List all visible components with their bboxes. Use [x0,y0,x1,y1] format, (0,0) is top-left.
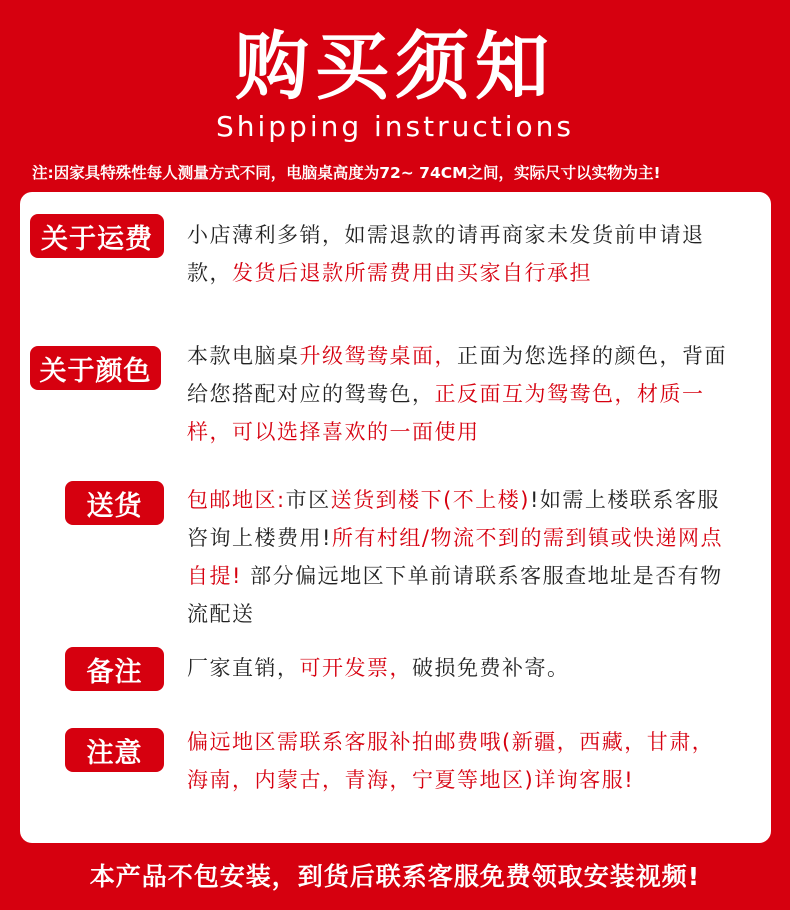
page-title: 购买须知 [235,24,555,110]
body-text: 市区 [285,488,331,512]
body-text: 小店薄利多销，如需退款的请再商家未发货前申请退款， [187,223,705,285]
body-text: 本款电脑桌 [187,344,300,368]
section-label-remark: 备注 [65,647,164,691]
highlighted-text: 升级鸳鸯桌面， [299,344,457,368]
section-label-color: 关于颜色 [30,346,161,390]
body-text: 破损免费补寄。 [412,656,570,680]
section-label-delivery: 送货 [65,481,164,525]
size-note: 注:因家具特殊性每人测量方式不同，电脑桌高度为72~ 74CM之间，实际尺寸以实物为主! [32,164,661,182]
highlighted-text: 所有村组/物流不到的需到镇或快递网点自提! [187,526,723,588]
section-label-shipping-fee: 关于运费 [30,214,164,258]
highlighted-text: 偏远地区需联系客服补拍邮费哦(新疆，西藏，甘肃，海南，内蒙古，青海，宁夏等地区)详询客服! [187,730,715,792]
section-text-delivery [187,481,727,633]
page-subtitle: Shipping instructions [215,110,574,143]
highlighted-text: 可开发票， [299,656,412,680]
body-text: !如需上楼联系客服咨询上楼费用! [187,488,720,550]
installation-footer: 本产品不包安装，到货后联系客服免费领取安装视频! [89,862,701,891]
highlighted-text: 发货后退款所需费用由买家自行承担 [232,261,592,285]
section-label-attention: 注意 [65,728,164,772]
highlighted-text: 送货到楼下(不上楼) [330,488,530,512]
section-text-remark [187,649,727,687]
section-text-attention [187,723,727,799]
highlighted-text: 包邮地区: [187,488,286,512]
section-text-color [187,337,727,451]
body-text: 厂家直销， [187,656,300,680]
highlighted-text: 正反面互为鸳鸯色，材质一样，可以选择喜欢的一面使用 [187,382,705,444]
body-text: 部分偏远地区下单前请联系客服查地址是否有物流配送 [187,564,723,626]
body-text: 正面为您选择的颜色，背面给您搭配对应的鸳鸯色， [187,344,727,406]
section-text-shipping-fee [187,216,727,292]
